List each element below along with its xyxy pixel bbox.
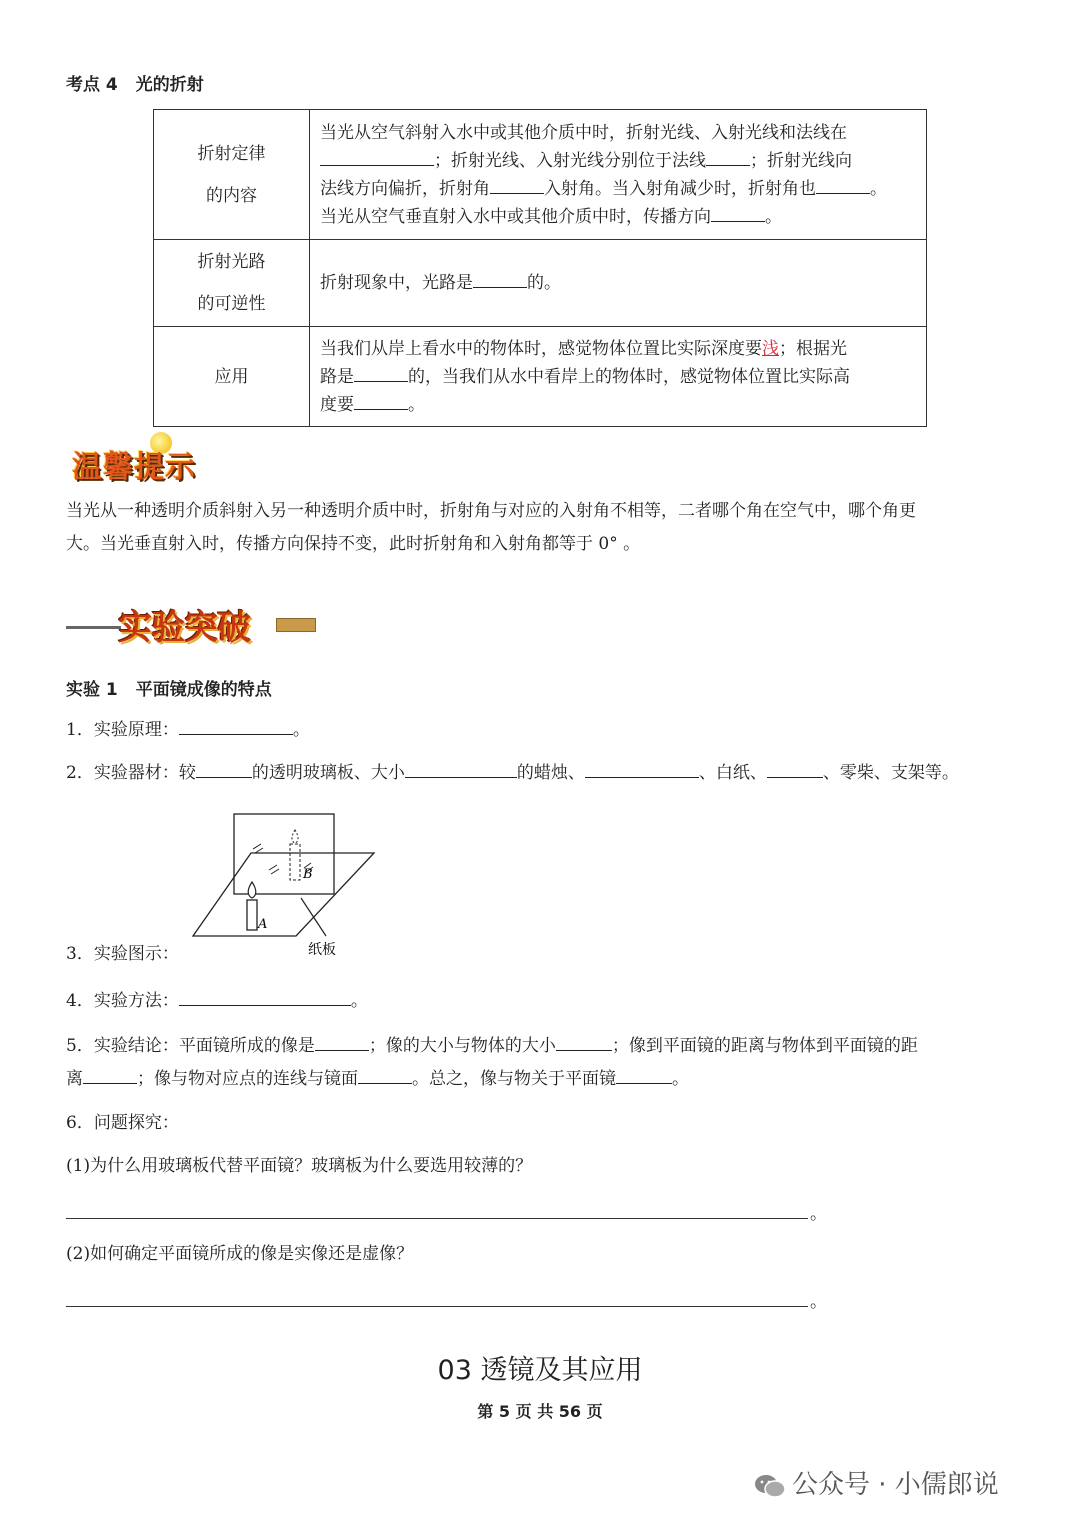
question-1: (1)为什么用玻璃板代替平面镜？玻璃板为什么要选用较薄的？ xyxy=(66,1156,533,1176)
next-section-title: 03 透镜及其应用 xyxy=(437,1355,643,1386)
experiment-banner-text: 实验突破 xyxy=(118,608,250,648)
row-content xyxy=(310,240,927,327)
content-line: 折射现象中，光路是 的。 xyxy=(320,273,561,293)
watermark-text: 公众号 · 小儒郎说 xyxy=(792,1470,999,1500)
label-b: B xyxy=(303,867,313,882)
content-line: 当我们从岸上看水中的物体时，感觉物体位置比实际深度要浅；根据光 xyxy=(320,338,847,359)
content-line: 路是 的，当我们从水中看岸上的物体时，感觉物体位置比实际高 xyxy=(320,366,850,387)
page-number: 第 5 页 共 56 页 xyxy=(477,1402,603,1421)
experiment-heading xyxy=(66,675,272,700)
table-row xyxy=(154,327,927,427)
experiment-number: 实验 1 xyxy=(66,680,118,700)
candle-a-shape xyxy=(247,900,257,930)
row-content xyxy=(310,110,927,240)
item-6: 6．问题探究： xyxy=(66,1113,179,1133)
content-line: 法线方向偏折，折射角 入射角。当入射角减少时，折射角也 。 xyxy=(320,178,887,199)
kaodian-number: 考点 4 xyxy=(66,75,118,95)
item-5: 5．实验结论：平面镜所成的像是 ；像的大小与物体的大小 ；像到平面镜的距离与物体到平面镜的距 离 ；像与物对应点的连线与镜面 。总之，像与物关于平面镜 。 xyxy=(66,1036,918,1089)
answer-shallow: 浅 xyxy=(762,338,779,359)
kaodian-heading xyxy=(66,70,204,95)
tip-line: 大。当光垂直射入时，传播方向保持不变，此时折射角和入射角都等于 0° 。 xyxy=(66,534,641,554)
tip-line: 当光从一种透明介质斜射入另一种透明介质中时，折射角与对应的入射角不相等，二者哪个角在空气中，哪个角更 xyxy=(66,501,916,521)
row-label xyxy=(154,240,310,327)
kaodian-title: 光的折射 xyxy=(135,75,204,95)
item-2: 2．实验器材：较 的透明玻璃板、大小 的蜡烛、 、白纸、 、零柴、支架等。 xyxy=(66,763,959,783)
prism-line-icon xyxy=(66,626,121,629)
item-1: 1．实验原理： 。 xyxy=(66,720,310,740)
experiment-title: 平面镜成像的特点 xyxy=(135,680,272,700)
content-line: 当光从空气斜射入水中或其他介质中时，折射光线、入射光线和法线在 xyxy=(320,122,847,143)
answer-line-2 xyxy=(66,1306,808,1307)
label-line: 折射光路 xyxy=(197,252,266,272)
table-row xyxy=(154,240,927,327)
wechat-icon xyxy=(754,1473,786,1499)
label-line: 折射定律 xyxy=(197,143,266,164)
refraction-table xyxy=(153,109,927,427)
question-2: (2)如何确定平面镜所成的像是实像还是虚像？ xyxy=(66,1244,414,1264)
content-line: ；折射光线、入射光线分别位于法线 ；折射光线向 xyxy=(320,147,916,175)
experiment-banner xyxy=(66,594,316,654)
glass-plate-shape xyxy=(234,814,334,894)
watermark xyxy=(754,1464,999,1501)
answer-line-2-period: 。 xyxy=(810,1292,827,1312)
item-3: 3．实验图示： xyxy=(66,944,179,964)
label-line: 的可逆性 xyxy=(197,294,266,314)
label-line: 应用 xyxy=(214,366,249,387)
ruler-icon xyxy=(276,618,316,632)
plane-mirror-figure xyxy=(186,808,386,963)
row-label xyxy=(154,327,310,427)
answer-line-1 xyxy=(66,1218,808,1219)
content-line: 度要 。 xyxy=(320,394,425,415)
label-paper-board: 纸板 xyxy=(308,942,336,958)
table-row xyxy=(154,110,927,240)
content-line: 当光从空气垂直射入水中或其他介质中时，传播方向 。 xyxy=(320,206,782,227)
row-label xyxy=(154,110,310,240)
image-candle-b-shape xyxy=(290,844,300,880)
label-line: 的内容 xyxy=(206,185,257,206)
tip-paragraph xyxy=(66,495,1026,561)
row-content xyxy=(310,327,927,427)
label-a: A xyxy=(258,917,268,932)
item-4: 4．实验方法： 。 xyxy=(66,991,368,1011)
answer-line-1-period: 。 xyxy=(810,1204,827,1224)
tip-banner: 温馨提示 xyxy=(72,450,196,485)
